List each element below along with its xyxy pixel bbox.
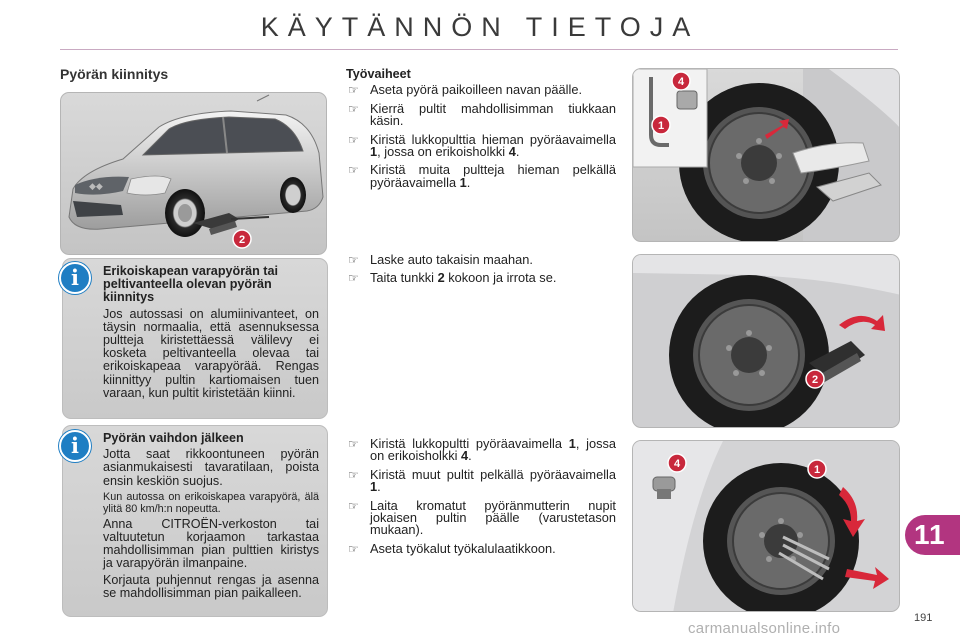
hand-bullet-icon: ☞ <box>348 437 359 451</box>
step-item: ☞ Kiristä lukkopulttia hieman pyöräavaimella 1, jossa on erikoisholkki 4. <box>348 131 616 160</box>
watermark: carmanualsonline.info <box>688 620 841 637</box>
final-bolt-tightening-illustration <box>632 440 900 612</box>
hand-bullet-icon: ☞ <box>348 541 359 556</box>
page-number: 191 <box>914 612 933 624</box>
info-box-content <box>103 432 319 603</box>
step-item: ☞ Kiristä muita pultteja hieman pelkällä pyöräavaimella 1. <box>348 162 616 190</box>
car-on-jack-illustration <box>60 92 327 255</box>
hand-bullet-icon: ☞ <box>348 253 359 267</box>
info-icon: i <box>59 430 91 462</box>
step-item: ☞ Aseta työkalut työkalulaatikkoon. <box>348 540 556 556</box>
step-item: ☞ Kierrä pultit mahdollisimman tiukkaan käsin. <box>348 100 616 129</box>
wheel-bolt-tightening-illustration <box>632 68 900 242</box>
info-box-paragraph: Jotta saat rikkoontuneen pyörän asianmukaisesti tavaratilaan, poista ensin keskiön suojus. <box>103 447 319 488</box>
info-box-title: Erikoiskapean varapyörän tai peltivanteella olevan pyörän kiinnitys <box>103 264 278 305</box>
step-item: ☞ Laita kromatut pyöränmutterin nupit jokaisen pultin päälle (varustetason mukaan). <box>348 497 616 538</box>
steps-group-1 <box>346 68 616 195</box>
callout-4-label: 4 <box>673 458 681 470</box>
info-box-paragraph: Anna CITROËN-verkoston tai valtuutetun korjaamon tarkastaa mahdollisimman pian pulttien kiristys ja varapyörän ilmanpaine. <box>103 516 319 571</box>
info-box-after-wheel-change <box>62 425 328 617</box>
step-item: ☞ Kiristä lukkopultti pyöräavaimella 1, jossa on erikoisholkki 4. <box>348 436 616 464</box>
hand-bullet-icon: ☞ <box>348 467 359 482</box>
steps-heading: Työvaiheet <box>346 67 411 81</box>
info-icon: i <box>59 262 91 294</box>
chapter-tab: 11 <box>905 515 960 555</box>
info-box-paragraph: Korjauta puhjennut rengas ja asenna se mahdollisimman pian paikalleen. <box>103 572 319 600</box>
section-heading: Pyörän kiinnitys <box>60 66 169 82</box>
step-item: ☞ Aseta pyörä paikoilleen navan päälle. <box>348 82 583 98</box>
hand-bullet-icon: ☞ <box>348 132 359 147</box>
steps-group-3 <box>346 438 616 561</box>
step-item: ☞ Kiristä muut pultit pelkällä pyöräavaimella 1. <box>348 466 616 495</box>
svg-text:◆◆: ◆◆ <box>89 182 103 192</box>
hand-bullet-icon: ☞ <box>348 101 359 116</box>
info-box-content <box>103 265 319 403</box>
step-item: ☞ Taita tunkki 2 kokoon ja irrota se. <box>348 270 557 286</box>
info-box-alloy-wheels <box>62 258 328 419</box>
info-box-paragraph: Jos autossasi on alumiinivanteet, on täysin normaalia, että asennuksessa pultteja kiristettäessä välilevy ei kosketa peltivanteella olevaa tai erikoiskapeaa varapyörää. Rengas kiinnittyy pultin kartiomaisen tuen varaan, kun pultit kiristetään kiinni. <box>103 306 319 400</box>
callout-2-label: 2 <box>238 234 246 246</box>
hand-bullet-icon: ☞ <box>348 271 359 286</box>
callout-2-label: 2 <box>811 374 819 386</box>
info-box-title: Pyörän vaihdon jälkeen <box>103 431 244 445</box>
page-title: KÄYTÄNNÖN TIETOJA <box>260 12 700 42</box>
info-box-speed-warning: Kun autossa on erikoiskapea varapyörä, älä ylitä 80 km/h:n nopeutta. <box>103 490 319 515</box>
callout-1-label: 1 <box>657 120 665 132</box>
hand-bullet-icon: ☞ <box>348 498 359 513</box>
steps-group-2 <box>346 254 616 291</box>
callout-4-label: 4 <box>677 76 685 88</box>
jack-folding-illustration <box>632 254 900 428</box>
hand-bullet-icon: ☞ <box>348 163 359 178</box>
title-divider <box>60 49 898 50</box>
hand-bullet-icon: ☞ <box>348 83 359 98</box>
callout-1-label: 1 <box>813 464 821 476</box>
step-item: ☞ Laske auto takaisin maahan. <box>348 252 533 267</box>
